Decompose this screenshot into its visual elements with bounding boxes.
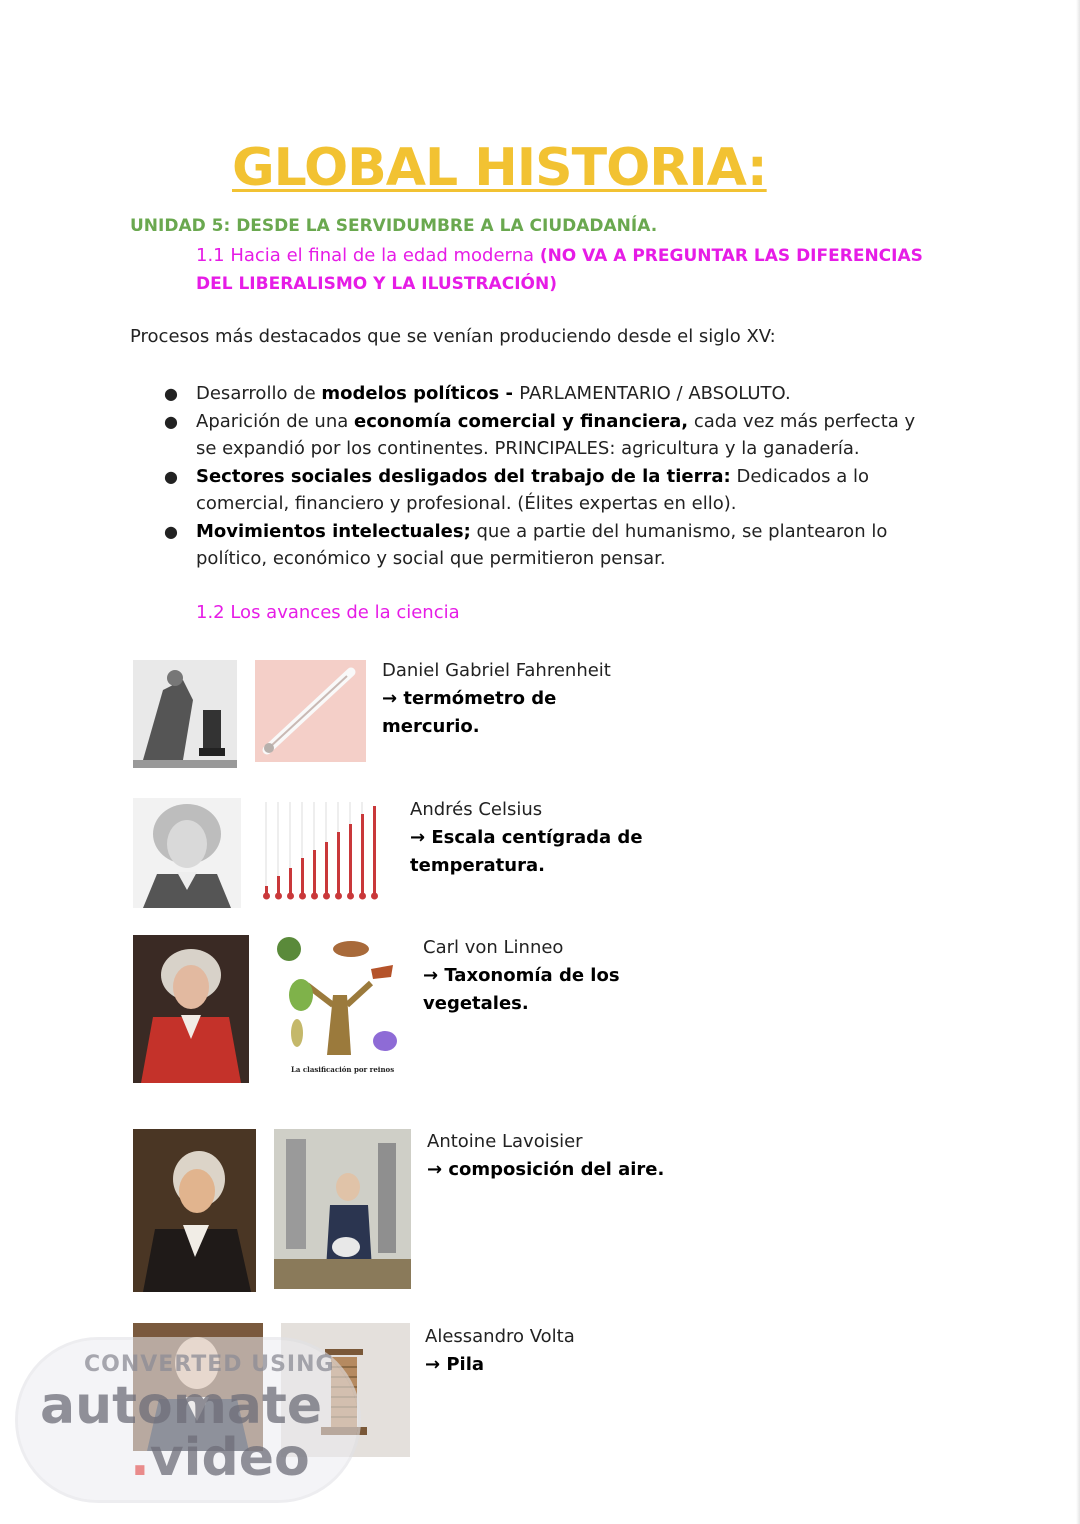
- section-note: (NO VA A PREGUNTAR LAS DIFERENCIAS DEL LIBERALISMO Y LA ILUSTRACIÓN): [196, 246, 923, 294]
- section-heading-1-2: 1.2 Los avances de la ciencia: [196, 602, 460, 623]
- scientist-name: Carl von Linneo: [423, 937, 564, 958]
- page-edge: [1076, 0, 1080, 1524]
- watermark-logo-suffix: .video: [130, 1428, 310, 1488]
- linneo-portrait-image: [133, 935, 249, 1083]
- scientist-contribution: → Escala centígrada de temperatura.: [410, 827, 643, 876]
- section-heading-1-1-text: 1.1 Hacia el final de la edad moderna: [196, 245, 540, 266]
- lavoisier-portrait-image: [133, 1129, 256, 1292]
- kingdoms-classification-image: [267, 935, 407, 1081]
- mercury-thermometer-image: [255, 660, 366, 762]
- list-item: ● Aparición de una economía comercial y financiera, cada vez más perfecta y se expandió por los continentes. PRINCIPALES: agricultura y la ganadería.: [164, 408, 934, 463]
- fahrenheit-engraving-image: [133, 660, 237, 768]
- list-item: ● Movimientos intelectuales; que a partie del humanismo, se plantearon lo político, económico y social que permitieron pensar.: [164, 518, 934, 573]
- scientist-name: Alessandro Volta: [425, 1326, 575, 1347]
- bullet-icon: ●: [164, 521, 178, 541]
- bullet-icon: ●: [164, 411, 178, 431]
- page-title: GLOBAL HISTORIA:: [232, 138, 767, 198]
- scientist-fahrenheit: [382, 657, 622, 741]
- watermark-text: CONVERTED USING: [84, 1352, 335, 1377]
- lavoisier-laboratory-image: [274, 1129, 411, 1289]
- scientist-contribution: → termómetro de mercurio.: [382, 688, 557, 737]
- centigrade-scale-image: [258, 800, 392, 904]
- scientist-name: Andrés Celsius: [410, 799, 543, 820]
- unit-heading: UNIDAD 5: DESDE LA SERVIDUMBRE A LA CIUDADANÍA.: [130, 216, 658, 236]
- bullet-icon: ●: [164, 384, 178, 403]
- scientist-contribution: → Pila: [425, 1354, 485, 1375]
- watermark-logo-text: automate: [40, 1376, 323, 1436]
- image-caption: La clasificación por reinos: [291, 1065, 395, 1074]
- scientist-celsius: [410, 796, 650, 880]
- scientist-name: Antoine Lavoisier: [427, 1131, 583, 1152]
- scientist-linneo: [423, 934, 663, 1018]
- section-heading-1-1: [196, 242, 956, 298]
- scientist-name: Daniel Gabriel Fahrenheit: [382, 660, 611, 681]
- list-item: ● Sectores sociales desligados del trabajo de la tierra: Dedicados a lo comercial, financiero y profesional. (Élites expertas en ello).: [164, 463, 934, 518]
- scientist-lavoisier: [427, 1128, 667, 1184]
- celsius-portrait-image: [133, 798, 241, 908]
- list-item: ● Desarrollo de modelos políticos - PARLAMENTARIO / ABSOLUTO.: [164, 380, 934, 408]
- scientist-volta: [425, 1323, 665, 1379]
- intro-paragraph: Procesos más destacados que se venían produciendo desde el siglo XV:: [130, 326, 776, 347]
- bullet-icon: ●: [164, 466, 178, 486]
- process-list: [164, 380, 934, 573]
- scientist-contribution: → Taxonomía de los vegetales.: [423, 965, 620, 1014]
- scientist-contribution: → composición del aire.: [427, 1159, 665, 1180]
